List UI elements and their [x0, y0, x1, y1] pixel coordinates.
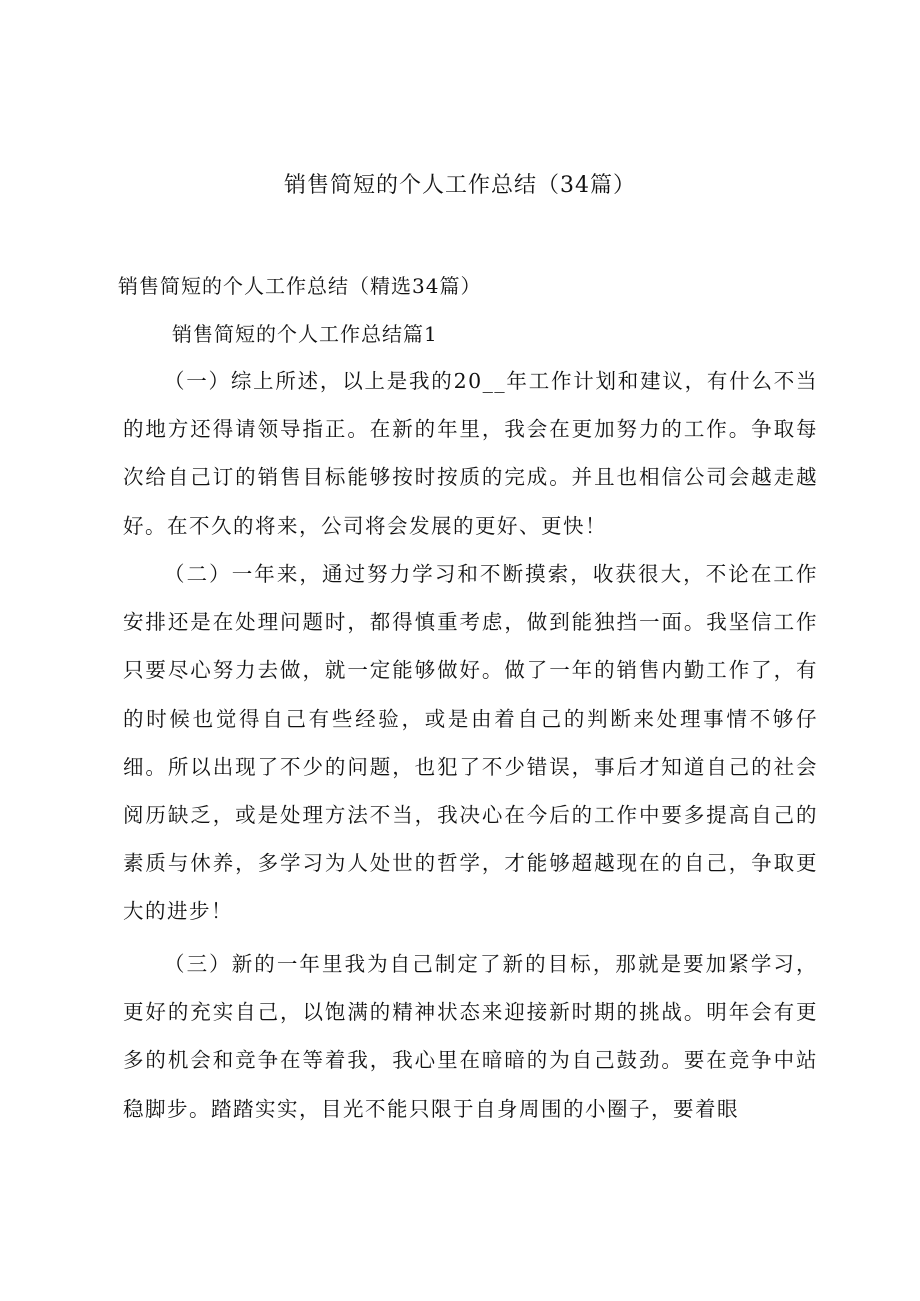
section-title: 销售简短的个人工作总结篇1 — [172, 322, 438, 346]
document-title: 销售简短的个人工作总结（34篇） — [284, 173, 636, 198]
paragraph-1: （一）综上所述，以上是我的20__年工作计划和建议，有什么不当的地方还得请领导指正。在新的年里，我会在更加努力的工作。争取每次给自己订的销售目标能够按时按质的完成。并且也相信公司会越走越好。在不久的将来，公司将会发展的更好、更快！ — [123, 369, 818, 538]
paragraph-3: （三）新的一年里我为自己制定了新的目标，那就是要加紧学习，更好的充实自己，以饱满的精神状态来迎接新时期的挑战。明年会有更多的机会和竞争在等着我，我心里在暗暗的为自己鼓劲。要在竞争中站稳脚步。踏踏实实，目光不能只限于自身周围的小圈子，要着眼 — [123, 952, 818, 1121]
document-subtitle: 销售简短的个人工作总结（精选34篇） — [118, 274, 482, 298]
paragraph-2: （二）一年来，通过努力学习和不断摸索，收获很大，不论在工作安排还是在处理问题时，都得慎重考虑，做到能独挡一面。我坚信工作只要尽心努力去做，就一定能够做好。做了一年的销售内勤工作了，有的时候也觉得自己有些经验，或是由着自己的判断来处理事情不够仔细。所以出现了不少的问题，也犯了不少错误，事后才知道自己的社会阅历缺乏，或是处理方法不当，我决心在今后的工作中要多提高自己的素质与休养，多学习为人处世的哲学，才能够超越现在的自己，争取更大的进步！ — [123, 562, 818, 924]
